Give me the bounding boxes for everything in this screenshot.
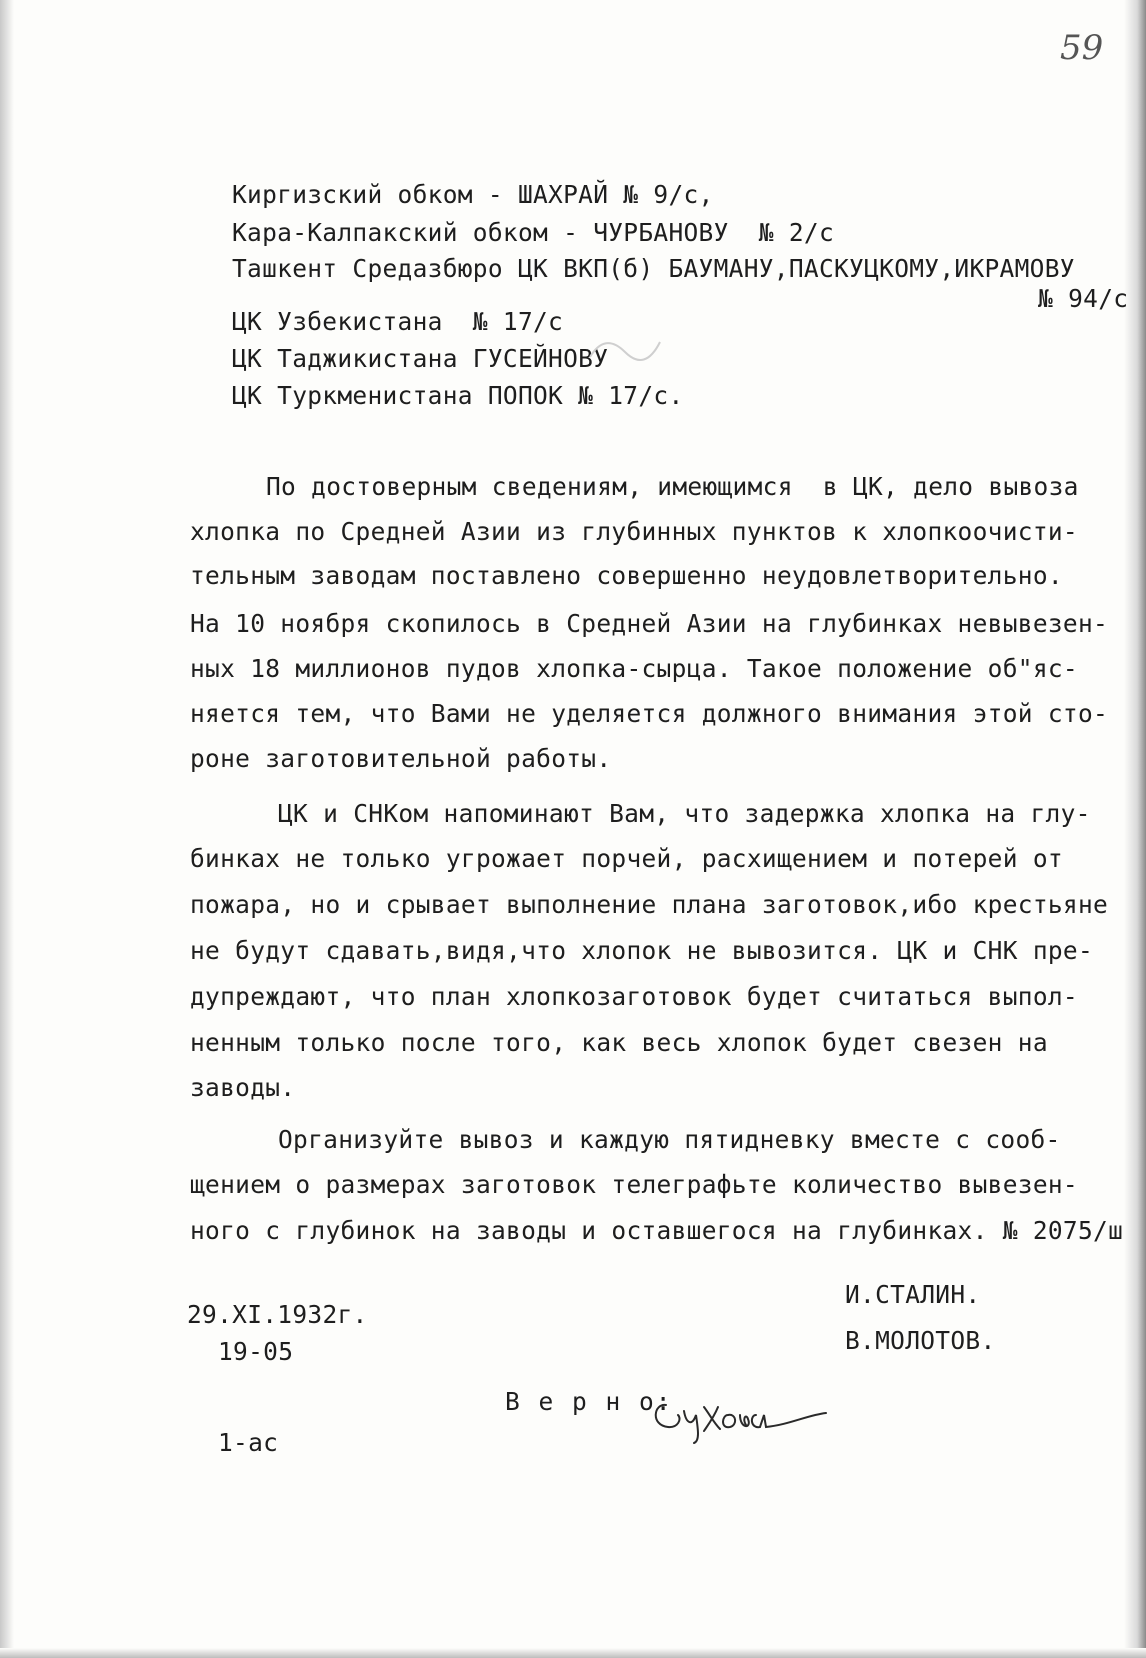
handwritten-signature — [648, 1385, 838, 1445]
scan-edge-bottom — [0, 1648, 1146, 1658]
addressee-line: ЦК Таджикистана ГУСЕЙНОВУ — [232, 344, 609, 373]
addressee-line: № 94/с — [1038, 284, 1129, 313]
body-line: пожара, но и срывает выполнение плана заготовок,ибо крестьяне — [190, 890, 1109, 919]
addressee-line: Ташкент Средазбюро ЦК ВКП(б) БАУМАНУ,ПАСКУЦКОМУ,ИКРАМОВУ — [232, 254, 1075, 283]
body-line: Организуйте вывоз и каждую пятидневку вместе с сооб- — [278, 1125, 1061, 1154]
body-line: тельным заводам поставлено совершенно неудовлетворительно. — [190, 561, 1063, 590]
body-line: ного с глубинок на заводы и оставшегося на глубинках. № 2075/ш — [190, 1216, 1124, 1245]
typist-mark: 1-ас — [218, 1428, 279, 1457]
scan-edge-left — [0, 0, 14, 1658]
scan-edge-right — [1124, 0, 1146, 1658]
body-line: щением о размерах заготовок телеграфьте количество вывезен- — [190, 1170, 1078, 1199]
body-line: По достоверным сведениям, имеющимся в ЦК, дело вывоза — [266, 472, 1079, 501]
page-number: 59 — [1060, 28, 1104, 68]
document-time: 19-05 — [218, 1337, 294, 1366]
body-line: ненным только после того, как весь хлопок будет свезен на — [190, 1028, 1048, 1057]
body-line: заводы. — [190, 1073, 296, 1102]
addressee-line: ЦК Туркменистана ПОПОК № 17/с. — [232, 381, 684, 410]
body-line: дупреждают, что план хлопкозаготовок будет считаться выпол- — [190, 982, 1078, 1011]
document-date: 29.XI.1932г. — [187, 1300, 368, 1329]
addressee-line: ЦК Узбекистана № 17/с — [232, 307, 564, 336]
faint-stamp-mark — [585, 327, 665, 367]
signatory-molotov: В.МОЛОТОВ. — [845, 1326, 996, 1355]
addressee-line: Киргизский обком - ШАХРАЙ № 9/с, — [232, 180, 714, 209]
body-line: няется тем, что Вами не уделяется должного внимания этой сто- — [190, 699, 1109, 728]
body-line: ных 18 миллионов пудов хлопка-сырца. Такое положение об"яс- — [190, 654, 1078, 683]
body-line: ЦК и СНКом напоминают Вам, что задержка хлопка на глу- — [278, 799, 1091, 828]
body-line: На 10 ноября скопилось в Средней Азии на глубинках невывезен- — [190, 609, 1109, 638]
body-line: хлопка по Средней Азии из глубинных пунктов к хлопкоочисти- — [190, 517, 1078, 546]
certification-label: В е р н о: — [505, 1387, 673, 1416]
addressee-line: Кара-Калпакский обком - ЧУРБАНОВУ № 2/с — [232, 218, 835, 247]
signatory-stalin: И.СТАЛИН. — [845, 1280, 981, 1309]
body-line: не будут сдавать,видя,что хлопок не вывозится. ЦК и СНК пре- — [190, 936, 1094, 965]
body-line: роне заготовительной работы. — [190, 744, 612, 773]
body-line: бинках не только угрожает порчей, расхищением и потерей от — [190, 844, 1063, 873]
